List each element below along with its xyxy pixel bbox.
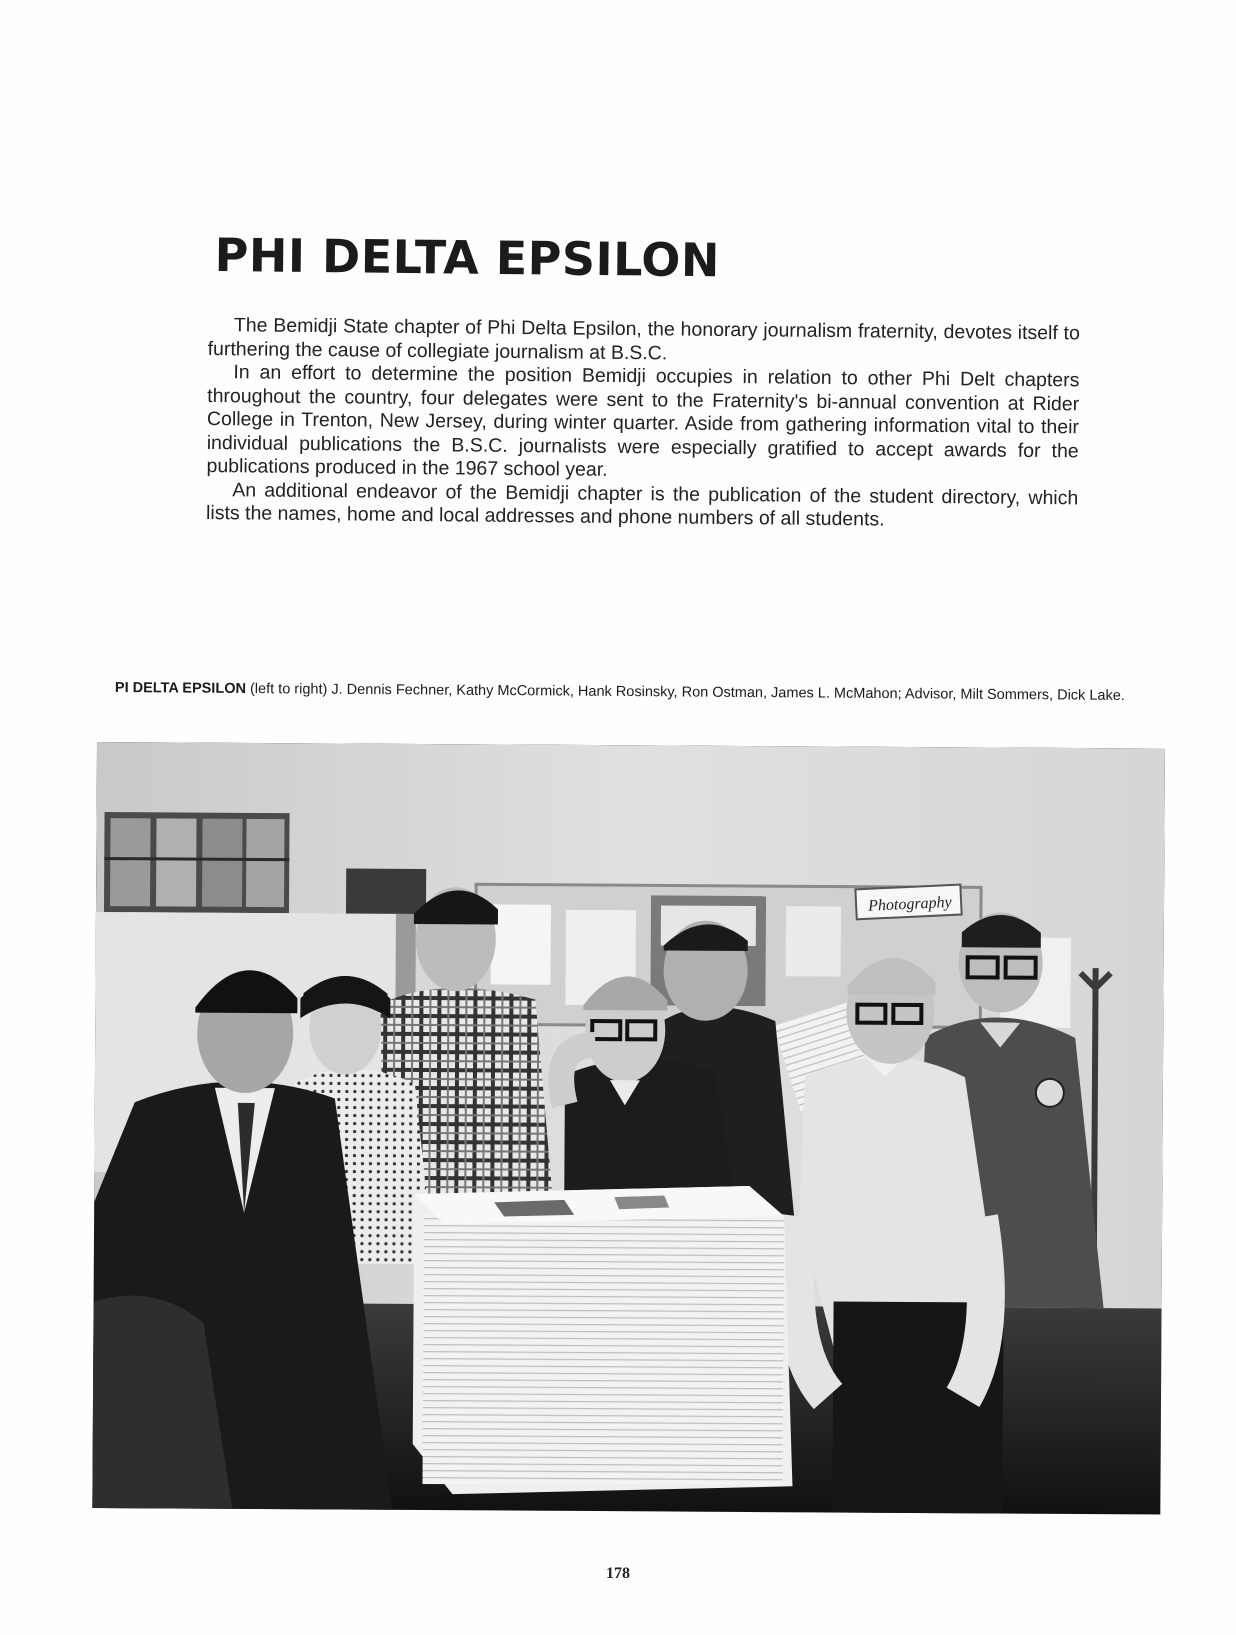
- photo-caption: [115, 680, 1175, 704]
- group-photo-illustration: [92, 742, 1165, 1515]
- caption-text: (left to right) J. Dennis Fechner, Kathy McCormick, Hank Rosinsky, Ron Ostman, James L. McMahon; Advisor, Milt Sommers, Dick Lake.: [245, 681, 1125, 704]
- caption-lead: PI DELTA EPSILON: [114, 680, 247, 698]
- paragraph-2: In an effort to determine the position Bemidji occupies in relation to other Phi Delt chapters throughout the country, four delegates were sent to the Fraternity's bi-annual convention at Rider College in Trenton, New Jersey, during winter quarter. Aside from gathering information vital to their individual publications the B.S.C. journalists were especially gratified to accept awards for the publications produced in the 1967 school year.: [206, 361, 1080, 481]
- paragraph-3: An additional endeavor of the Bemidji chapter is the publication of the student directory, which lists the names, home and local addresses and phone numbers of all students.: [205, 478, 1079, 531]
- shelf-box: [346, 869, 426, 917]
- newspaper-stack: [412, 1184, 794, 1496]
- article-body: [206, 314, 1080, 534]
- paragraph-1: The Bemidji State chapter of Phi Delta Epsilon, the honorary journalism fraternity, devotes itself to furthering the cause of collegiate journalism at B.S.C.: [207, 314, 1080, 364]
- page-number: 178: [606, 1565, 630, 1582]
- photography-sign: Photography: [867, 893, 953, 915]
- page-title: PHI DELTA EPSILON: [214, 228, 721, 288]
- type-case-shelf: [104, 812, 290, 913]
- group-photo: [92, 742, 1165, 1515]
